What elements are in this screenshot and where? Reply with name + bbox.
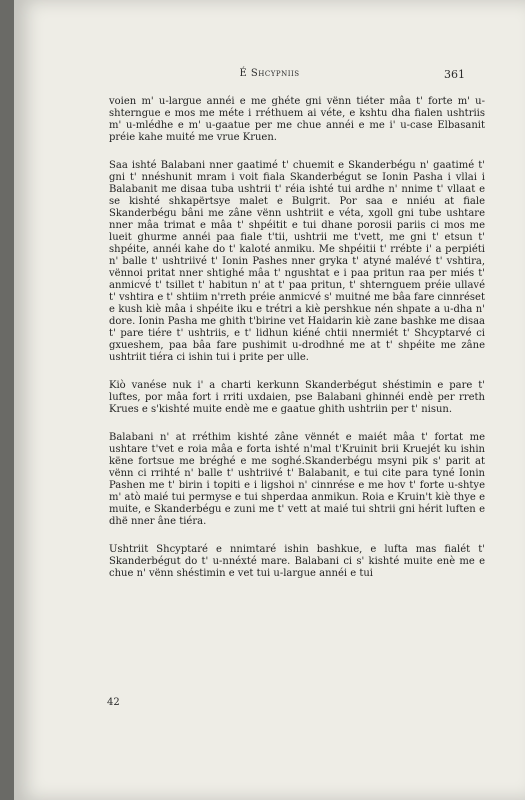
paragraph: Balabani n' at rréthim kishté zâne vënnét e maiét mâa t' fortat me ushtare t'vet e roia mâa e forta ishté n'mal t'Kruinit brii Kruejét ku ishin këne fortsue me bréghé e me soghé.Skanderbégu msyni pik s' parit at vënn ci rrihté n' balle t' ushtriivé t' Balabanit, e tui cite para tyné Ionin Pashen me t' birin i topiti e i ligshoi n' cinnrése e me hov t' forte u-shtye m' atò maié tui permyse e tui shperdaa anmikun. Roia e Kruin't kiè thye e muite, e Skanderbégu e zuni me t' vett at maié tui shtrii gni hérit luften e dhë nner âne tiéra. bbox=[109, 432, 485, 527]
page-number: 361 bbox=[444, 68, 465, 81]
paragraph: Kiò vanése nuk i' a charti kerkunn Skanderbégut shéstimin e pare t' luftes, por mâa fort i rriti uxdaien, pse Balabani ghinnéi endè per rreth Krues e s'kishté muite endè me e gaatue ghith ushtriin per t' nisun. bbox=[109, 380, 485, 415]
page-header bbox=[14, 68, 525, 86]
running-head: É Shcypniis bbox=[239, 68, 300, 79]
signature-mark: 42 bbox=[107, 697, 120, 708]
paragraph: Saa ishté Balabani nner gaatimé t' chuemit e Skanderbégu n' gaatimé t' gni t' nnéshunit mram i voit fiala Skanderbégut se Ionin Pasha i vllai i Balabanit me disaa tuba ushtrii t' réia ishté tui ardhe n' nnime t' vllaat e se kishté shkapërtsye malet e Bulgrit. Por saa e nniéu at fiale Skanderbégu bâni me zâne vënn ushtriit e véta, xgoll gni tube ushtare nner mâa trimat e mâa t' shpéitit e tui dhane porosii pariis ci mos me lueit ghurme annéi paa fiale t'tii, ushtrii me t'vett, me gni t' etsun t' shpéite, annéi kahe do t' kaloté anmiku. Me shpéitii t' rrébte i' a perpiéti n' balle t' ushtriivé t' Ionin Pashes nner gryka t' atyné malévé t' vshtira, vënnoi pritat nner shtighé mâa t' ngushtat e i paa pritun raa per miés t' anmicvé t' tsillet t' habitun n' at t' paa pritun, t' shternguem préie ullavé t' vshtira e t' shtiim n'rreth préie anmicvé s' muitné me bâa fare cinnréset e kush kiè mâa i shpéite iku e trétri a kiè pershkue nén shpate a u-dha n' dore. Ionin Pasha me ghith t'birine vet Haidarin kiè zane bashke me disaa t' pare tiére t' ushtriis, e t' lidhun kiéné chtii nnermiét t' Shcyptarvé ci gxueshem, paa bâa fare pushimit u-drodhné me at t' shpéite me zâne ushtriit tiéra ci ishin tui i prite per ulle. bbox=[109, 160, 485, 363]
paragraph: voien m' u-largue annéi e me ghéte gni vënn tiéter mâa t' forte m' u-shterngue e mos me méte i rréthuem ai véte, e kshtu dha fialen ushtriis m' u-mlédhe e m' u-gaatue per me chue annéi e me i' u-case Elbasanit préie kahe muité me vrue Kruen. bbox=[109, 96, 485, 143]
book-page bbox=[14, 0, 525, 800]
paragraph: Ushtriit Shcyptaré e nnimtaré ishin bashkue, e lufta mas fialét t' Skanderbégut do t' u-nnéxté mare. Balabani ci s' kishté muite enè me e chue n' vënn shéstimin e vet tui u-largue annéi e tui bbox=[109, 544, 485, 579]
body-text bbox=[109, 96, 485, 596]
